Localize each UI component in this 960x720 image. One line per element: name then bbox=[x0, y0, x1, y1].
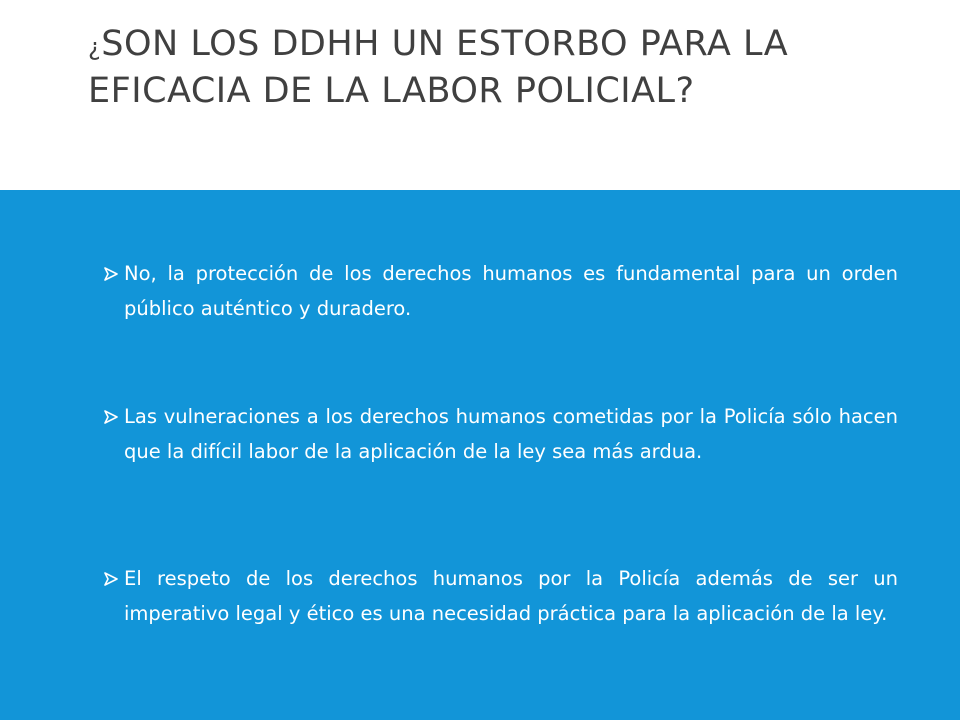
arrow-bullet-icon bbox=[104, 572, 118, 586]
arrow-bullet-icon bbox=[104, 410, 118, 424]
content-panel bbox=[0, 190, 960, 720]
arrow-bullet-icon bbox=[104, 267, 118, 281]
bullet-item bbox=[104, 399, 898, 469]
slide-title bbox=[88, 22, 888, 113]
bullet-text: El respeto de los derechos humanos por la Policía además de ser un imperativo legal y ético es una necesidad práctica para la aplicación de la ley. bbox=[124, 567, 898, 625]
bullet-item bbox=[104, 561, 898, 631]
bullet-text: No, la protección de los derechos humanos es fundamental para un orden público auténtico y duradero. bbox=[124, 262, 898, 320]
title-lead-mark: ¿ bbox=[88, 33, 102, 61]
title-text: SON LOS DDHH UN ESTORBO PARA LA EFICACIA DE LA LABOR POLICIAL? bbox=[88, 24, 789, 111]
bullet-text: Las vulneraciones a los derechos humanos cometidas por la Policía sólo hacen que la difícil labor de la aplicación de la ley sea más ardua. bbox=[124, 405, 898, 463]
bullet-item bbox=[104, 256, 898, 326]
